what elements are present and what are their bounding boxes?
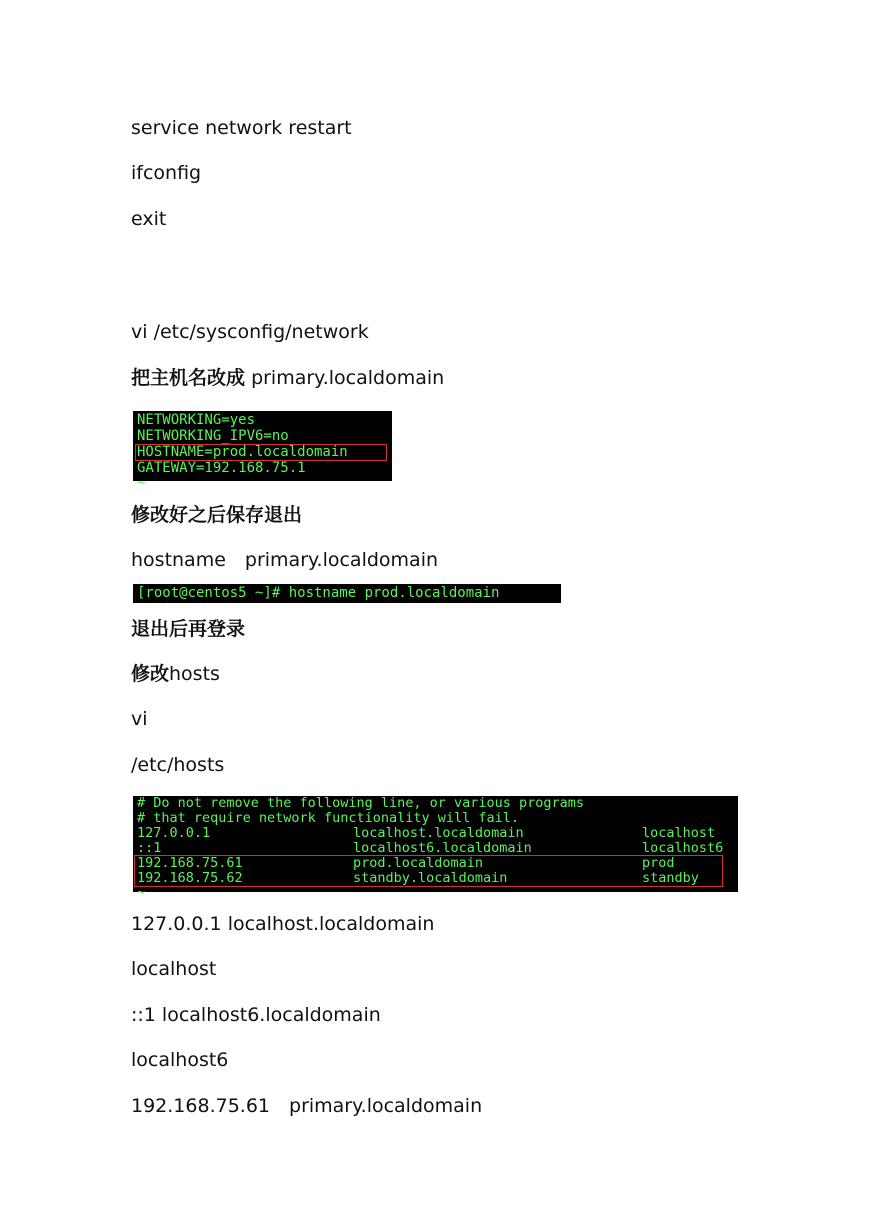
doc-line-save-exit: 修改好之后保存退出 [131,504,303,526]
doc-line-hosts-entry: 192.168.75.61 primary.localdomain [131,1095,483,1117]
hosts-fqdn: localhost.localdomain [353,825,524,841]
terminal-line: ~ [137,475,146,491]
doc-line-hosts-entry: localhost6 [131,1049,229,1071]
hosts-ip: 192.168.75.61 [137,855,243,871]
hosts-ip: ::1 [137,840,162,856]
terminal-comment: # Do not remove the following line, or various programs [137,795,585,811]
doc-line-exit: exit [131,208,167,230]
doc-line-service-restart: service network restart [131,117,352,139]
doc-text: primary.localdomain [251,367,445,389]
doc-line-etc-hosts: /etc/hosts [131,754,225,776]
doc-line-hostname-cmd: hostname primary.localdomain [131,549,439,571]
hosts-alias: prod [642,855,675,871]
hosts-fqdn: prod.localdomain [353,855,484,871]
terminal-line: NETWORKING_IPV6=no [137,428,289,444]
doc-line-hosts-entry: ::1 localhost6.localdomain [131,1004,381,1026]
terminal-hostname-command [133,584,561,603]
terminal-line: NETWORKING=yes [137,412,256,428]
doc-line-change-hostname [131,366,444,390]
hosts-alias: localhost6 [642,840,724,856]
hosts-fqdn: standby.localdomain [353,870,508,886]
highlight-box [134,855,723,887]
doc-text: hosts [169,663,220,685]
highlight-box [135,444,387,461]
terminal-line: GATEWAY=192.168.75.1 [137,460,306,476]
hosts-fqdn: localhost6.localdomain [353,840,532,856]
doc-line-hosts-entry: localhost [131,958,217,980]
hosts-alias: standby [642,870,699,886]
doc-bold-text: 把主机名改成 [131,367,246,389]
doc-bold-text: 修改 [131,663,170,685]
doc-line-modify-hosts [131,662,220,686]
terminal-comment: # that require network functionality will fail. [137,810,520,826]
doc-line-hosts-entry: 127.0.0.1 localhost.localdomain [131,913,435,935]
doc-line-vi-network: vi /etc/sysconfig/network [131,321,369,343]
hosts-alias: localhost [642,825,716,841]
terminal-line: HOSTNAME=prod.localdomain [137,444,348,460]
hosts-ip: 192.168.75.62 [137,870,243,886]
terminal-hosts-file [133,795,738,900]
doc-line-vi: vi [131,708,148,730]
hosts-ip: 127.0.0.1 [137,825,211,841]
doc-line-ifconfig: ifconfig [131,162,202,184]
terminal-network-file [133,411,392,491]
doc-line-relogin: 退出后再登录 [131,618,246,640]
terminal-line: [root@centos5 ~]# hostname prod.localdomain [137,585,500,601]
terminal-line: ~ [137,884,146,900]
